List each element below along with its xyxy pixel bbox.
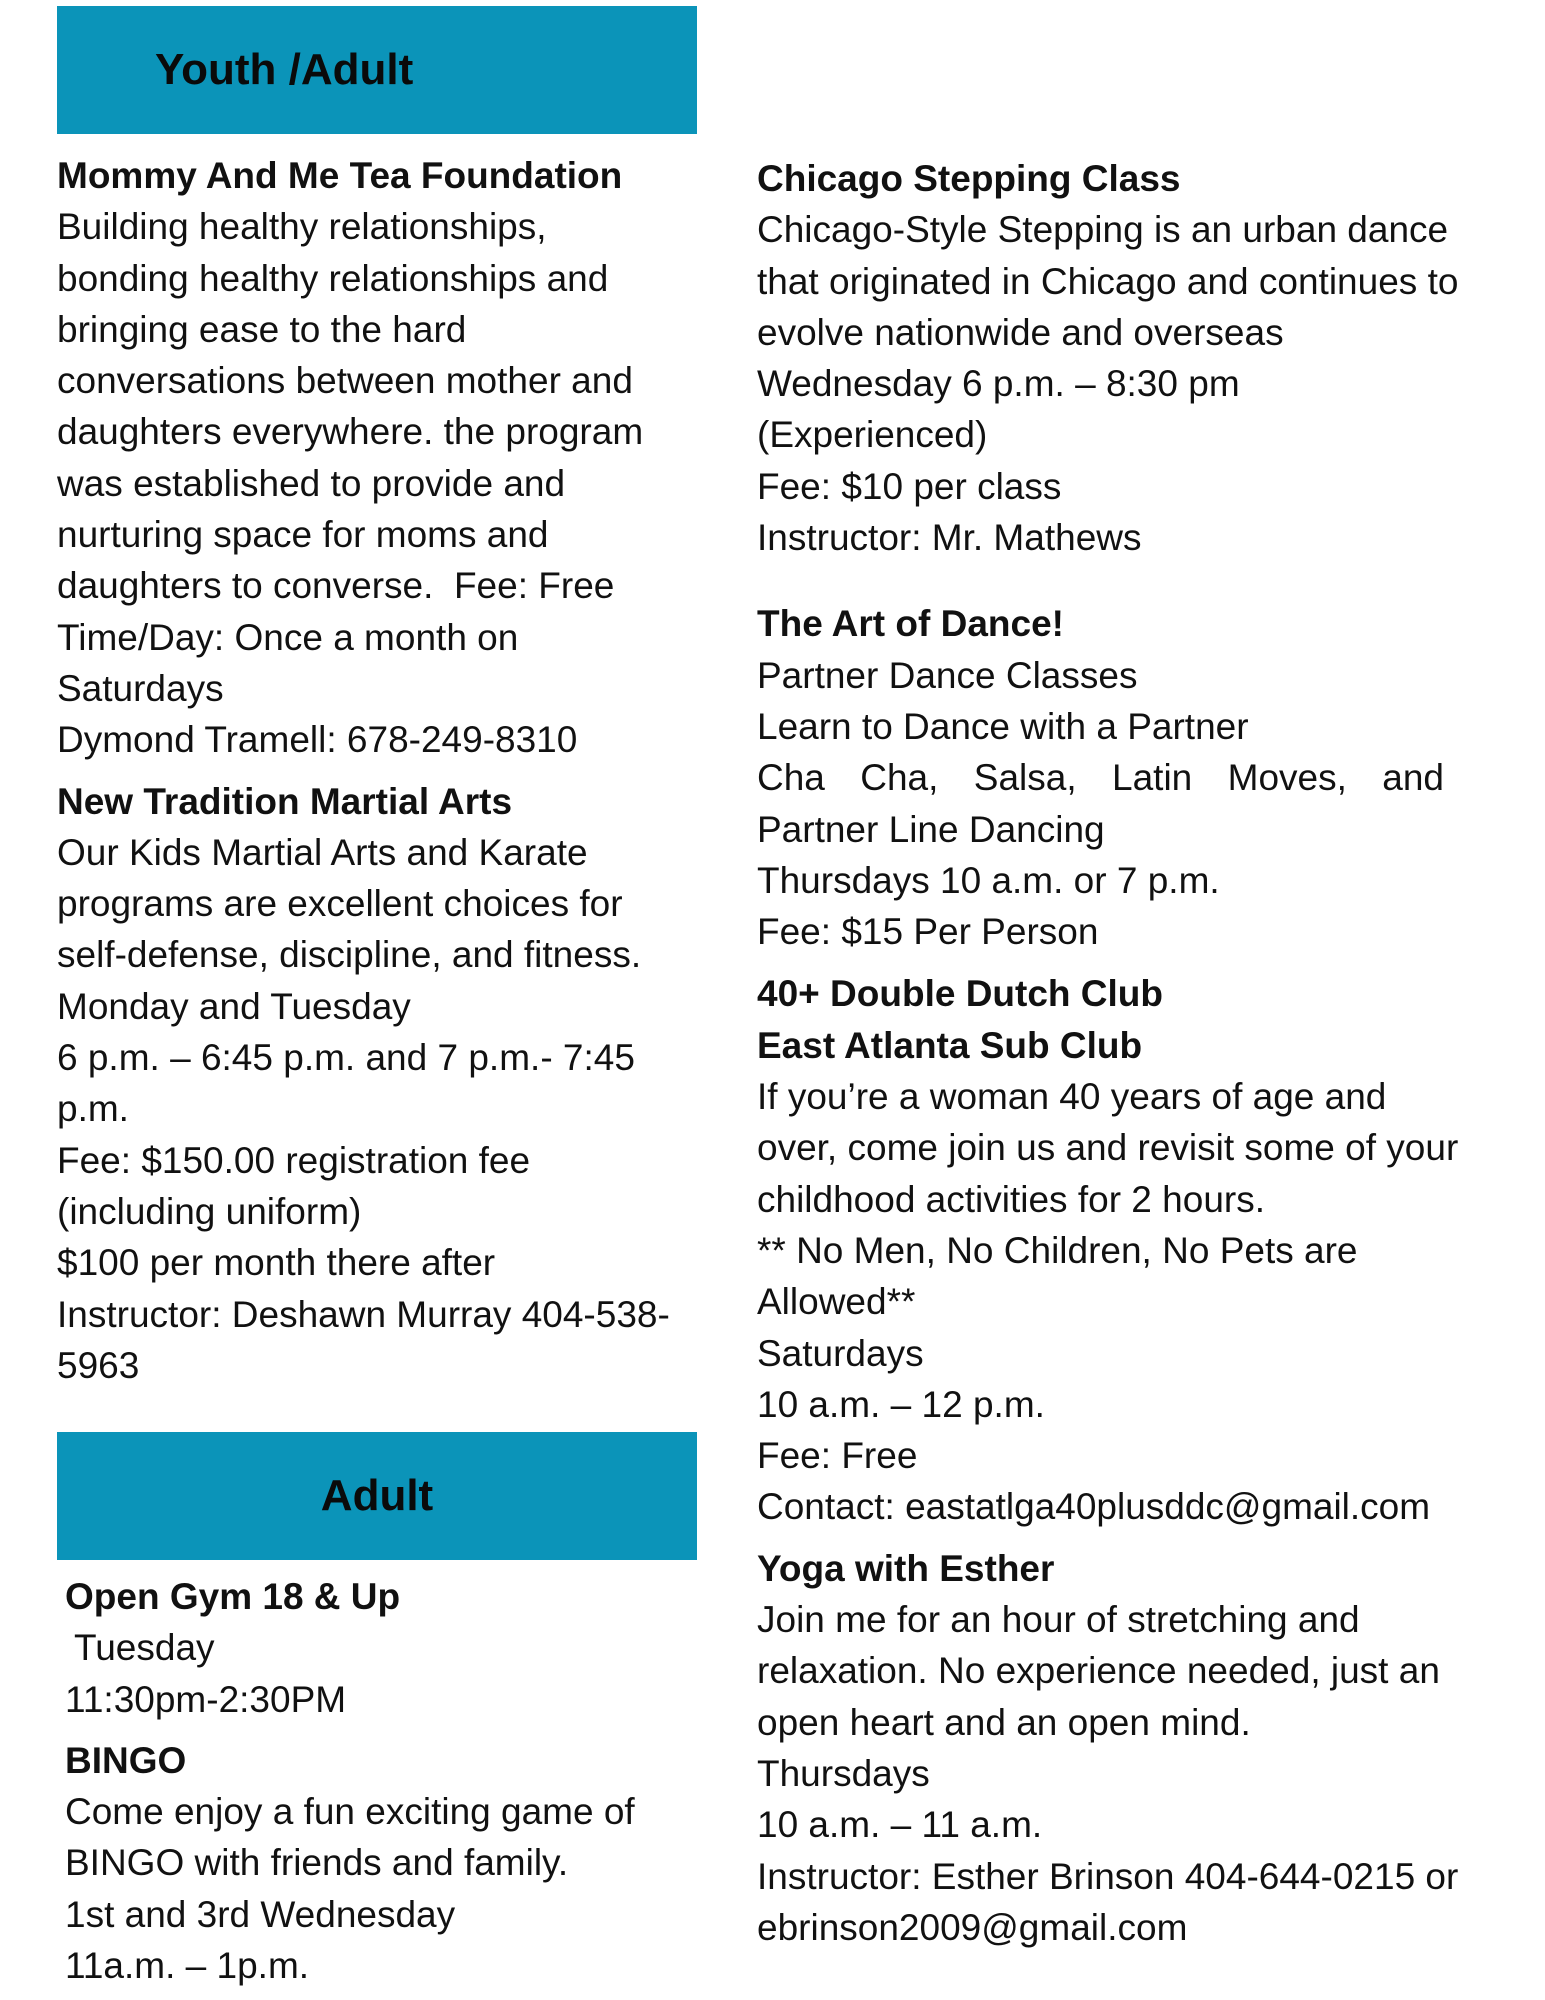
program-line: self-defense, discipline, and fitness. (57, 934, 642, 976)
program-line: Tuesday (74, 1627, 215, 1669)
program-contact: Dymond Tramell: 678-249-8310 (57, 719, 578, 761)
program-title-mommy-and-me: Mommy And Me Tea Foundation (57, 155, 623, 196)
section-heading-youth-adult: Youth /Adult (155, 45, 414, 94)
program-contact: Instructor: Esther Brinson 404-644-0215 or (757, 1855, 1459, 1897)
program-line: Building healthy relationships, (57, 206, 547, 248)
program-line: 11:30pm-2:30PM (65, 1678, 347, 1720)
program-line: over, come join us and revisit some of your (757, 1127, 1459, 1169)
program-line: If you’re a woman 40 years of age and (757, 1076, 1387, 1118)
program-title-yoga: Yoga with Esther (757, 1547, 1055, 1589)
program-line: 6 p.m. – 6:45 p.m. and 7 p.m.- 7:45 (57, 1037, 635, 1079)
section-banner-youth-adult (57, 6, 697, 134)
section-heading-adult: Adult (320, 1471, 434, 1520)
program-line: Saturdays (757, 1332, 924, 1374)
program-line: conversations between mother and (57, 360, 633, 402)
program-contact: Instructor: Deshawn Murray 404-538- (57, 1293, 670, 1335)
right-column (757, 153, 1472, 1953)
section-banner-adult (57, 1432, 697, 1560)
program-line: Fee: Free (757, 1435, 918, 1477)
program-title-open-gym: Open Gym 18 & Up (65, 1576, 401, 1617)
program-line: Partner Dance Classes (757, 654, 1138, 696)
program-line: Fee: $15 Per Person (757, 911, 1099, 953)
program-line: Partner Line Dancing (757, 808, 1105, 850)
program-title-bingo: BINGO (65, 1739, 187, 1781)
program-line: (Experienced) (757, 414, 988, 456)
program-line: Cha Cha, Salsa, Latin Moves, and (757, 757, 1444, 799)
program-line: nurturing space for moms and (57, 514, 549, 556)
program-line: Fee: $150.00 registration fee (57, 1139, 531, 1181)
program-contact: 5963 (57, 1344, 140, 1386)
program-line: was established to provide and (57, 462, 566, 504)
program-line: bonding healthy relationships and (57, 257, 609, 299)
program-contact-email: ebrinson2009@gmail.com (757, 1906, 1188, 1948)
program-line: Learn to Dance with a Partner (757, 705, 1249, 747)
program-line: Monday and Tuesday (57, 985, 411, 1027)
program-line: 1st and 3rd Wednesday (65, 1893, 456, 1935)
program-title-chicago-stepping: Chicago Stepping Class (757, 158, 1181, 199)
program-line: Thursdays 10 a.m. or 7 p.m. (757, 859, 1220, 901)
program-line: daughters everywhere. the program (57, 411, 644, 453)
program-line: 11a.m. – 1p.m. (65, 1945, 310, 1987)
program-line: that originated in Chicago and continues to (757, 260, 1459, 302)
program-contact: Instructor: Mr. Mathews (757, 517, 1142, 559)
program-line: 10 a.m. – 12 p.m. (757, 1383, 1045, 1425)
program-subtitle-double-dutch: East Atlanta Sub Club (757, 1024, 1143, 1066)
program-contact-email: Contact: eastatlga40plusddc@gmail.com (757, 1486, 1431, 1528)
program-line: Saturdays (57, 667, 224, 709)
program-line: $100 per month there after (57, 1242, 496, 1284)
program-line: bringing ease to the hard (57, 308, 467, 350)
program-line: Allowed** (757, 1281, 916, 1323)
program-line: p.m. (57, 1088, 129, 1130)
program-title-double-dutch: 40+ Double Dutch Club (757, 973, 1164, 1015)
program-line: Come enjoy a fun exciting game of (65, 1791, 635, 1833)
program-line: open heart and an open mind. (757, 1701, 1251, 1743)
program-line: BINGO with friends and family. (65, 1842, 569, 1884)
program-line: childhood activities for 2 hours. (757, 1178, 1265, 1220)
program-line: Join me for an hour of stretching and (757, 1599, 1360, 1641)
program-line: Chicago-Style Stepping is an urban dance (757, 209, 1449, 251)
program-line: Thursdays (757, 1752, 930, 1794)
program-line: Fee: $10 per class (757, 465, 1062, 507)
left-column-adult (65, 1571, 697, 1991)
program-line: evolve nationwide and overseas (757, 311, 1284, 353)
program-line: Time/Day: Once a month on (57, 616, 519, 658)
program-line: Our Kids Martial Arts and Karate (57, 831, 588, 873)
program-line: Wednesday 6 p.m. – 8:30 pm (757, 363, 1240, 405)
program-line: relaxation. No experience needed, just an (757, 1650, 1440, 1692)
program-title-art-of-dance: The Art of Dance! (757, 603, 1064, 645)
program-line: daughters to converse. Fee: Free (57, 565, 615, 607)
left-column-youth-adult (57, 150, 697, 1391)
program-line: programs are excellent choices for (57, 883, 623, 925)
program-line: ** No Men, No Children, No Pets are (757, 1229, 1358, 1271)
program-title-martial-arts: New Tradition Martial Arts (57, 780, 513, 822)
program-line: (including uniform) (57, 1190, 362, 1232)
program-line: 10 a.m. – 11 a.m. (757, 1804, 1043, 1846)
